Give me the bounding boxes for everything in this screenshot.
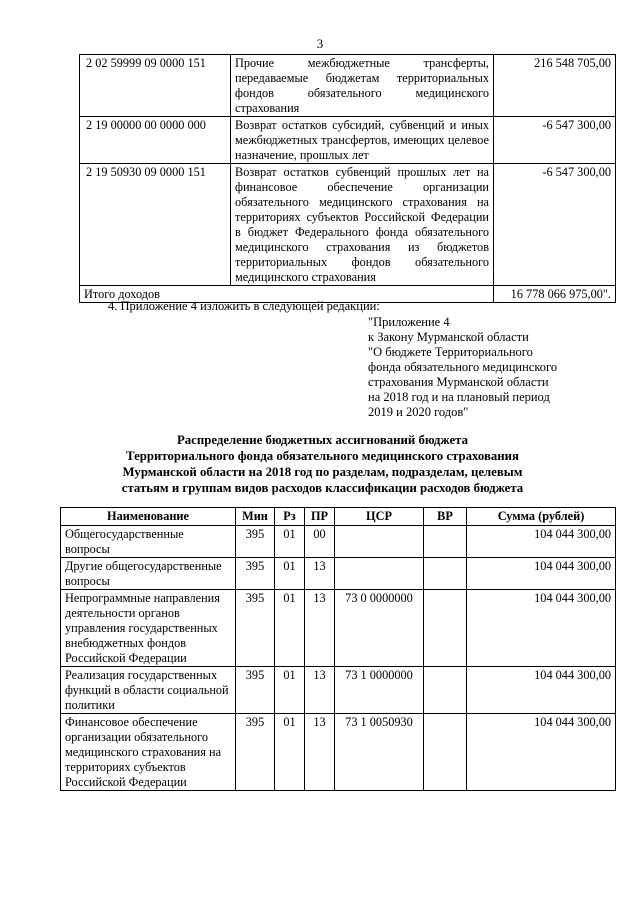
revenue-amount: 216 548 705,00 [494, 55, 616, 117]
column-header: Рз [275, 508, 305, 526]
column-header: ЦСР [335, 508, 424, 526]
alloc-sum: 104 044 300,00 [467, 558, 616, 590]
table-row [61, 714, 616, 791]
alloc-rz: 01 [275, 590, 305, 667]
revenue-code: 2 02 59999 09 0000 151 [80, 55, 231, 117]
alloc-csr [335, 558, 424, 590]
appendix-line: на 2018 год и на плановый период [368, 390, 550, 404]
column-header: Сумма (рублей) [467, 508, 616, 526]
appendix-line: 2019 и 2020 годов" [368, 405, 469, 419]
section-title-line: Территориального фонда обязательного медицинского страхования [126, 449, 519, 463]
alloc-vr [424, 558, 467, 590]
alloc-min: 395 [236, 526, 275, 558]
amendment-note: 4. Приложение 4 изложить в следующей редакции: [108, 299, 380, 313]
alloc-rz: 01 [275, 667, 305, 714]
section-title-line: статьям и группам видов расходов классификации расходов бюджета [121, 481, 524, 495]
alloc-min: 395 [236, 558, 275, 590]
alloc-csr: 73 0 0000000 [335, 590, 424, 667]
section-title [60, 432, 585, 496]
revenue-name: Возврат остатков субвенций прошлых лет на финансовое обеспечение организации обязательного медицинского страхования на территориях субъектов Российской Федерации в бюджет Федерального фонда обязательного медицинского страхования из бюджетов территориальных фондов обязательного медицинского страхования [231, 164, 494, 286]
alloc-vr [424, 667, 467, 714]
revenue-table [79, 54, 616, 303]
alloc-rz: 01 [275, 526, 305, 558]
alloc-csr: 73 1 0000000 [335, 667, 424, 714]
table-row [80, 164, 616, 286]
table-row [61, 558, 616, 590]
column-header: ПР [305, 508, 335, 526]
table-row [61, 526, 616, 558]
column-header: ВР [424, 508, 467, 526]
table-row [80, 55, 616, 117]
appendix-line: "Приложение 4 [368, 315, 450, 329]
header-row [61, 508, 616, 526]
alloc-sum: 104 044 300,00 [467, 590, 616, 667]
section-title-line: Распределение бюджетных ассигнований бюджета [176, 433, 469, 447]
revenue-name: Прочие межбюджетные трансферты, передаваемые бюджетам территориальных фондов обязательного медицинского страхования [231, 55, 494, 117]
appendix-header [368, 315, 598, 420]
column-header: Наименование [61, 508, 236, 526]
page-number: 3 [316, 36, 324, 51]
alloc-rz: 01 [275, 714, 305, 791]
table-row [61, 667, 616, 714]
alloc-sum: 104 044 300,00 [467, 526, 616, 558]
alloc-pr: 13 [305, 714, 335, 791]
appendix-line: фонда обязательного медицинского [368, 360, 558, 374]
alloc-sum: 104 044 300,00 [467, 714, 616, 791]
alloc-sum: 104 044 300,00 [467, 667, 616, 714]
alloc-vr [424, 714, 467, 791]
table-row [61, 590, 616, 667]
alloc-pr: 13 [305, 590, 335, 667]
revenue-name: Возврат остатков субсидий, субвенций и иных межбюджетных трансфертов, имеющих целевое назначение, прошлых лет [231, 117, 494, 164]
allocation-table [60, 507, 616, 791]
alloc-csr [335, 526, 424, 558]
total-amount: 16 778 066 975,00". [494, 286, 616, 303]
alloc-min: 395 [236, 714, 275, 791]
appendix-line: страхования Мурманской области [368, 375, 549, 389]
revenue-amount: -6 547 300,00 [494, 117, 616, 164]
alloc-vr [424, 590, 467, 667]
alloc-min: 395 [236, 667, 275, 714]
column-header: Мин [236, 508, 275, 526]
section-title-line: Мурманской области на 2018 год по разделам, подразделам, целевым [122, 465, 523, 479]
alloc-name: Непрограммные направления деятельности органов управления государственных внебюджетных фондов Российской Федерации [61, 590, 236, 667]
alloc-vr [424, 526, 467, 558]
revenue-amount: -6 547 300,00 [494, 164, 616, 286]
alloc-pr: 13 [305, 558, 335, 590]
revenue-code: 2 19 00000 00 0000 000 [80, 117, 231, 164]
total-label: Итого доходов [80, 286, 494, 303]
alloc-name: Финансовое обеспечение организации обязательного медицинского страхования на территориях субъектов Российской Федерации [61, 714, 236, 791]
alloc-rz: 01 [275, 558, 305, 590]
alloc-pr: 13 [305, 667, 335, 714]
alloc-pr: 00 [305, 526, 335, 558]
revenue-code: 2 19 50930 09 0000 151 [80, 164, 231, 286]
alloc-name: Реализация государственных функций в области социальной политики [61, 667, 236, 714]
appendix-line: "О бюджете Территориального [368, 345, 533, 359]
alloc-name: Общегосударственные вопросы [61, 526, 236, 558]
alloc-min: 395 [236, 590, 275, 667]
table-row [80, 117, 616, 164]
alloc-name: Другие общегосударственные вопросы [61, 558, 236, 590]
appendix-line: к Закону Мурманской области [368, 330, 529, 344]
alloc-csr: 73 1 0050930 [335, 714, 424, 791]
